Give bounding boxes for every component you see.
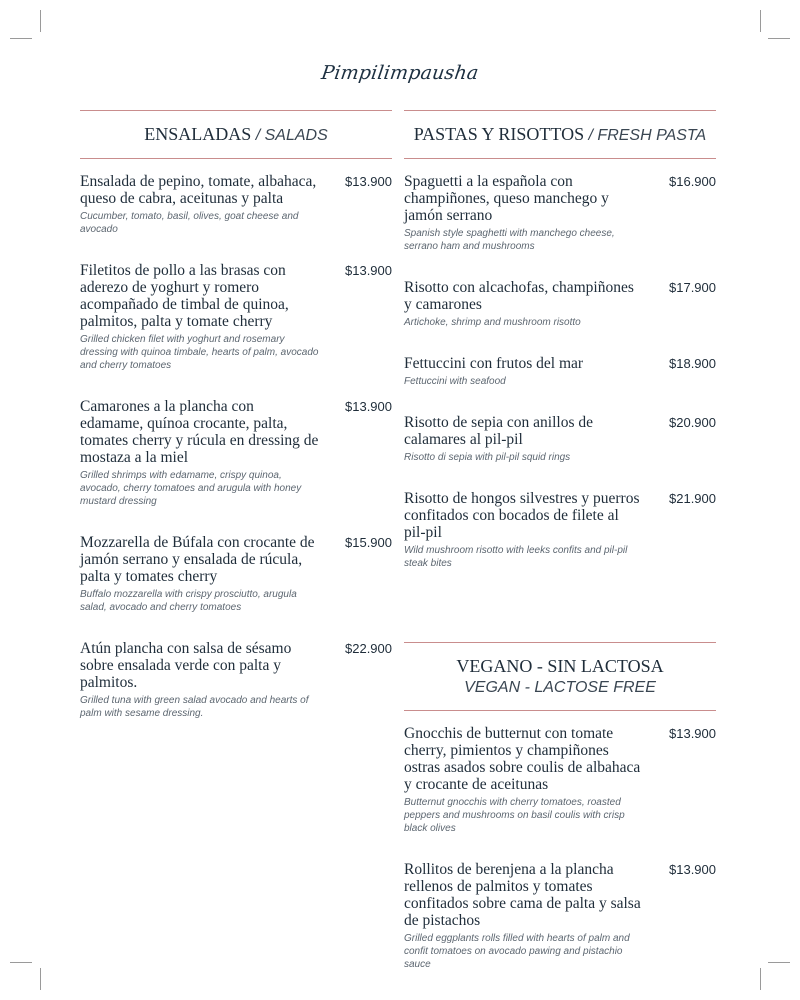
salads-list xyxy=(80,159,392,720)
menu-item xyxy=(404,414,716,464)
menu-item-desc: Fettuccini with seafood xyxy=(404,376,506,387)
crop-mark xyxy=(768,962,790,963)
menu-item-price: $15.900 xyxy=(345,535,392,550)
section-title-es: ENSALADAS xyxy=(144,124,252,144)
crop-mark xyxy=(10,962,32,963)
menu-item xyxy=(80,173,392,236)
menu-item-price: $17.900 xyxy=(669,280,716,295)
menu-item-price: $16.900 xyxy=(669,174,716,189)
menu-item-name: Gnocchis de butternut con tomate cherry, pimientos y champiñones ostras asados sobre coulis de albahaca y crocante de aceitunas xyxy=(404,725,641,793)
menu-item-name: Atún plancha con salsa de sésamo sobre ensalada verde con palta y palmitos. xyxy=(80,640,292,691)
menu-item-name: Mozzarella de Búfala con crocante de jamón serrano y ensalada de rúcula, palta y tomates cherry xyxy=(80,534,315,585)
menu-item-price: $13.900 xyxy=(669,726,716,741)
menu-item-desc: Buffalo mozzarella with crispy prosciutto, arugula salad, avocado and cherry tomatoes xyxy=(80,589,297,613)
menu-item-name: Spaguetti a la española con champiñones, queso manchego y jamón serrano xyxy=(404,173,609,224)
crop-mark xyxy=(40,10,41,32)
menu-item-desc: Cucumber, tomato, basil, olives, goat cheese and avocado xyxy=(80,211,299,235)
pastas-column xyxy=(404,110,716,997)
menu-item-desc: Artichoke, shrimp and mushroom risotto xyxy=(404,317,581,328)
menu-item-desc: Butternut gnocchis with cherry tomatoes, roasted peppers and mushrooms on basil coulis with crisp black olives xyxy=(404,797,625,834)
menu-item-price: $22.900 xyxy=(345,641,392,656)
menu-item-desc: Grilled chicken filet with yoghurt and rosemary dressing with quinoa timbale, hearts of palm, avocado and cherry tomatoes xyxy=(80,334,319,371)
menu-item-name: Ensalada de pepino, tomate, albahaca, queso de cabra, aceitunas y palta xyxy=(80,173,317,207)
menu-item-price: $13.900 xyxy=(669,862,716,877)
section-title-es: VEGANO - SIN LACTOSA xyxy=(456,656,664,676)
menu-item-desc: Risotto di sepia with pil-pil squid rings xyxy=(404,452,571,463)
menu-item-desc: Grilled tuna with green salad avocado and hearts of palm with sesame dressing. xyxy=(80,695,309,719)
section-title-en: SALADS xyxy=(264,127,328,144)
crop-mark xyxy=(10,38,32,39)
section-title-separator: / xyxy=(584,127,598,144)
menu-item-name: Camarones a la plancha con edamame, quínoa crocante, palta, tomates cherry y rúcula en dressing de mostaza a la miel xyxy=(80,398,319,466)
menu-item-name: Risotto de sepia con anillos de calamares al pil-pil xyxy=(404,414,593,448)
vegan-section-title xyxy=(404,643,716,710)
menu-item-price: $20.900 xyxy=(669,415,716,430)
menu-item xyxy=(404,490,716,570)
menu-item-price: $18.900 xyxy=(669,356,716,371)
menu-item-desc: Grilled shrimps with edamame, crispy quinoa, avocado, cherry tomatoes and arugula with honey mustard dressing xyxy=(80,470,302,507)
brand-logo: Pimpilimpausha xyxy=(319,62,481,84)
menu-item-name: Risotto de hongos silvestres y puerros confitados con bocados de filete al pil-pil xyxy=(404,490,640,541)
crop-mark xyxy=(768,38,790,39)
salads-column xyxy=(80,110,392,746)
menu-item-name: Rollitos de berenjena a la plancha rellenos de palmitos y tomates confitados sobre cama de palta y salsa de pistachos xyxy=(404,861,641,929)
crop-mark xyxy=(760,968,761,990)
menu-item xyxy=(404,355,716,388)
section-spacer xyxy=(404,596,716,642)
menu-item-price: $21.900 xyxy=(669,491,716,506)
menu-item-name: Filetitos de pollo a las brasas con aderezo de yoghurt y romero acompañado de timbal de quinoa, palmitos, palta y tomate cherry xyxy=(80,262,289,330)
menu-item xyxy=(404,861,716,971)
menu-item-desc: Grilled eggplants rolls filled with hearts of palm and confit tomatoes on avocado pawing and pistachio sauce xyxy=(404,933,630,970)
menu-item xyxy=(80,640,392,720)
menu-item-desc: Spanish style spaghetti with manchego cheese, serrano ham and mushrooms xyxy=(404,228,615,252)
menu-item xyxy=(404,279,716,329)
crop-mark xyxy=(40,968,41,990)
menu-item-price: $13.900 xyxy=(345,399,392,414)
section-title-en: VEGAN - LACTOSE FREE xyxy=(464,679,656,696)
crop-mark xyxy=(760,10,761,32)
section-title-en: FRESH PASTA xyxy=(597,127,707,144)
menu-item-name: Fettuccini con frutos del mar xyxy=(404,355,584,372)
menu-item xyxy=(80,398,392,508)
menu-item xyxy=(80,534,392,614)
pastas-section-title xyxy=(404,111,716,158)
salads-section-title xyxy=(80,111,392,158)
menu-item-desc: Wild mushroom risotto with leeks confits and pil-pil steak bites xyxy=(404,545,628,569)
vegan-list xyxy=(404,711,716,971)
menu-item-price: $13.900 xyxy=(345,263,392,278)
section-title-es: PASTAS Y RISOTTOS xyxy=(413,124,585,144)
pastas-list xyxy=(404,159,716,570)
menu-item xyxy=(80,262,392,372)
menu-item-name: Risotto con alcachofas, champiñones y camarones xyxy=(404,279,634,313)
menu-item-price: $13.900 xyxy=(345,174,392,189)
menu-item xyxy=(404,173,716,253)
section-title-separator: / xyxy=(251,127,265,144)
menu-item xyxy=(404,725,716,835)
